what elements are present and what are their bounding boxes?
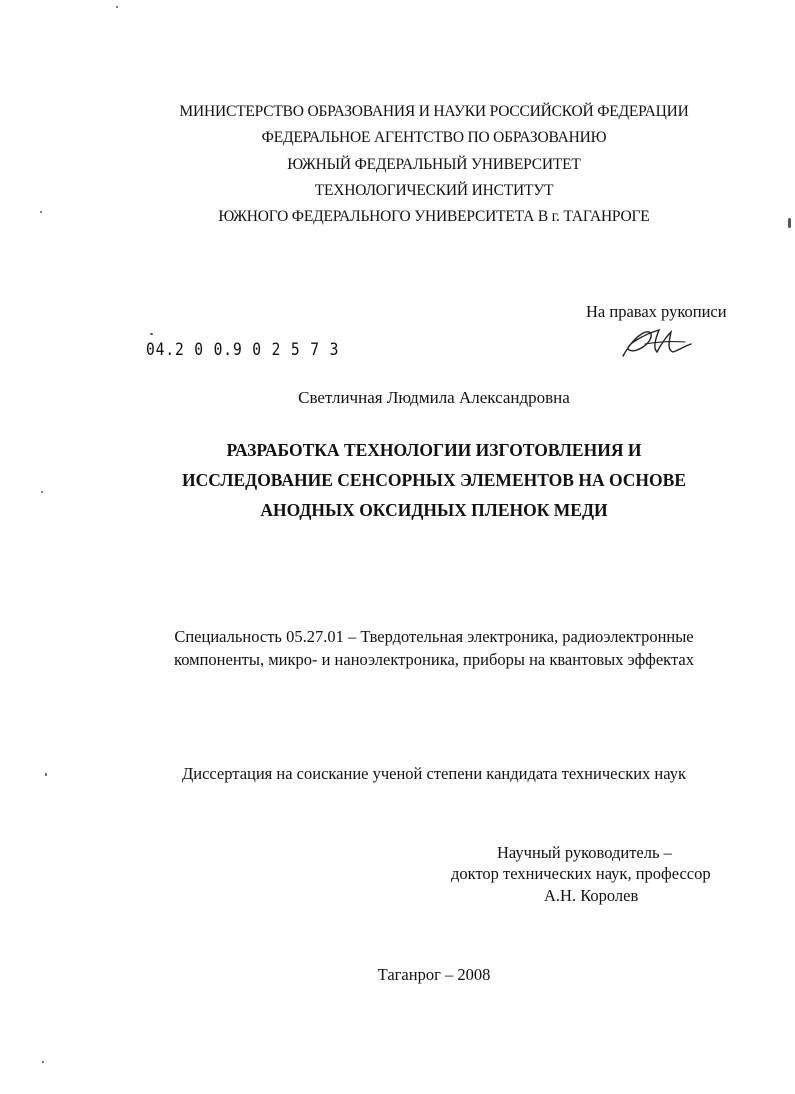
header-institute: ТЕХНОЛОГИЧЕСКИЙ ИНСТИТУТ xyxy=(314,182,554,199)
scan-speck xyxy=(45,773,47,776)
city-year: Таганрог – 2008 xyxy=(377,965,491,984)
specialty-line-1: Специальность 05.27.01 – Твердотельная электроника, радиоэлектронные xyxy=(174,627,694,646)
dissertation-title-line-2: ИССЛЕДОВАНИЕ СЕНСОРНЫХ ЭЛЕМЕНТОВ НА ОСНОВЕ xyxy=(181,470,686,490)
header-ministry: МИНИСТЕРСТВО ОБРАЗОВАНИЯ И НАУКИ РОССИЙСКОЙ ФЕДЕРАЦИИ xyxy=(179,103,689,120)
scan-speck xyxy=(150,333,153,335)
signature-icon xyxy=(615,324,695,364)
header-agency: ФЕДЕРАЛЬНОЕ АГЕНТСТВО ПО ОБРАЗОВАНИЮ xyxy=(261,129,607,146)
degree-statement: Диссертация на соискание ученой степени кандидата технических наук xyxy=(182,764,686,783)
scan-speck xyxy=(116,6,118,8)
advisor-name: А.Н. Королев xyxy=(544,886,639,905)
scan-speck xyxy=(42,1061,44,1063)
scan-speck xyxy=(788,218,791,228)
specialty-line-2: компоненты, микро- и наноэлектроника, приборы на квантовых эффектах xyxy=(174,650,694,669)
scan-speck xyxy=(40,211,42,213)
dissertation-title-line-3: АНОДНЫХ ОКСИДНЫХ ПЛЕНОК МЕДИ xyxy=(260,500,608,520)
scan-speck xyxy=(41,491,43,493)
author-name: Светличная Людмила Александровна xyxy=(298,388,570,407)
advisor-degree: доктор технических наук, профессор xyxy=(451,864,711,883)
library-stamp-number: 04.2 0 0.9 0 2 5 7 3 xyxy=(146,340,340,360)
header-institute-location: ЮЖНОГО ФЕДЕРАЛЬНОГО УНИВЕРСИТЕТА В г. ТАГАНРОГЕ xyxy=(218,208,650,225)
dissertation-title-line-1: РАЗРАБОТКА ТЕХНОЛОГИИ ИЗГОТОВЛЕНИЯ И xyxy=(226,440,642,460)
manuscript-rights-label: На правах рукописи xyxy=(586,302,727,321)
advisor-role: Научный руководитель – xyxy=(497,843,672,862)
header-university: ЮЖНЫЙ ФЕДЕРАЛЬНЫЙ УНИВЕРСИТЕТ xyxy=(287,156,581,173)
